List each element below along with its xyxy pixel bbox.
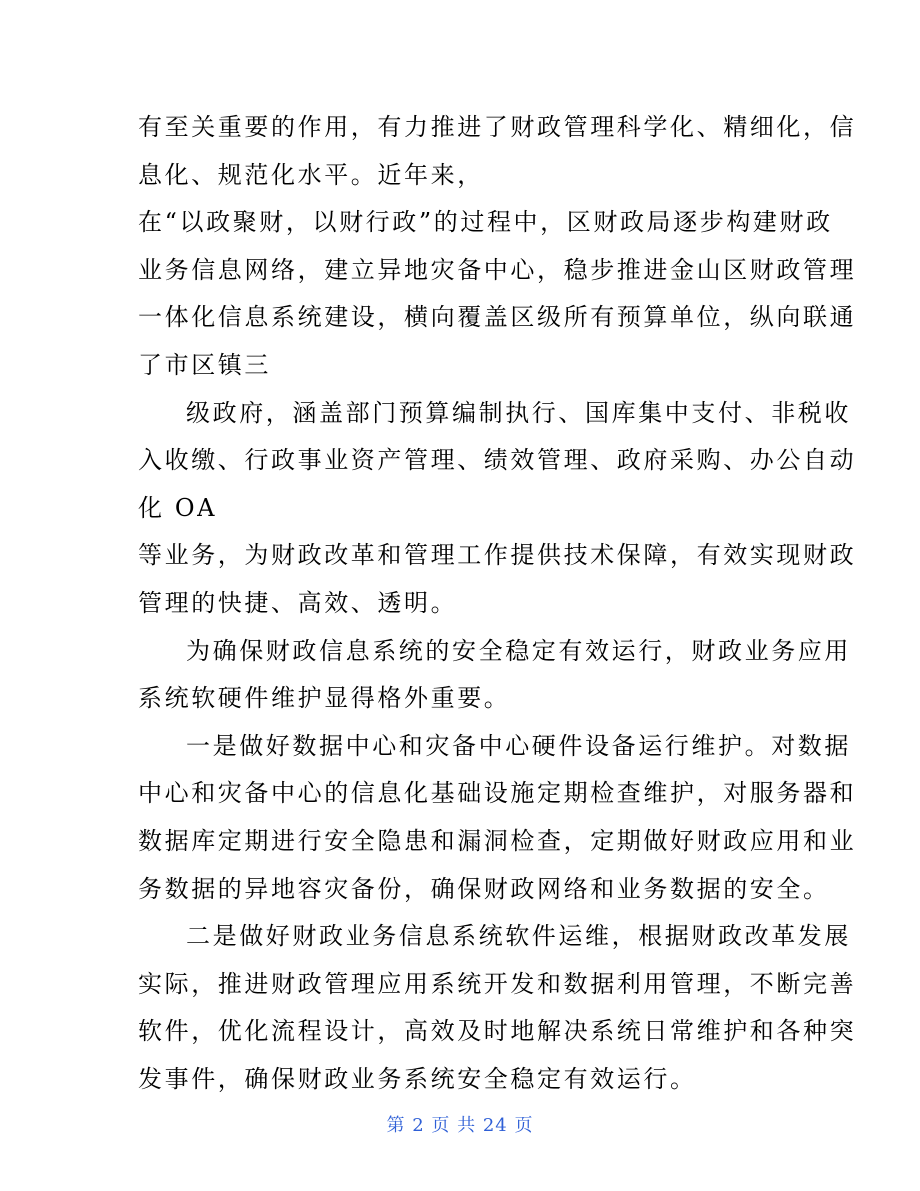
text-line: 发事件，确保财政业务系统安全稳定有效运行。 bbox=[138, 1064, 697, 1093]
text-line: 软件，优化流程设计，高效及时地解决系统日常维护和各种突 bbox=[138, 1017, 857, 1046]
text-line: 为确保财政信息系统的安全稳定有效运行，财政业务应用 bbox=[186, 636, 851, 665]
text-line: 化 OA bbox=[138, 493, 218, 522]
text-line: 中心和灾备中心的信息化基础设施定期检查维护，对服务器和 bbox=[138, 779, 857, 808]
page-number-footer: 第 2 页 共 24 页 bbox=[386, 1115, 534, 1136]
text-line: 息化、规范化水平。近年来， bbox=[138, 160, 484, 189]
text-line: 入收缴、行政事业资产管理、绩效管理、政府采购、办公自动 bbox=[138, 446, 857, 475]
text-line: 一是做好数据中心和灾备中心硬件设备运行维护。对数据 bbox=[186, 731, 851, 760]
text-line: 等业务，为财政改革和管理工作提供技术保障，有效实现财政 bbox=[138, 541, 857, 570]
text-line: 系统软硬件维护显得格外重要。 bbox=[138, 684, 511, 713]
text-line: 管理的快捷、高效、透明。 bbox=[138, 588, 458, 617]
text-line: 一体化信息系统建设，横向覆盖区级所有预算单位，纵向联通 bbox=[138, 303, 857, 332]
text-line: 数据库定期进行安全隐患和漏洞检查，定期做好财政应用和业 bbox=[138, 826, 857, 855]
body-text bbox=[138, 104, 857, 1103]
text-line: 业务信息网络，建立异地灾备中心，稳步推进金山区财政管理 bbox=[138, 255, 857, 284]
text-line: 实际，推进财政管理应用系统开发和数据利用管理，不断完善 bbox=[138, 969, 857, 998]
text-line: 有至关重要的作用，有力推进了财政管理科学化、精细化，信 bbox=[138, 113, 857, 141]
text-line: 了市区镇三 bbox=[138, 350, 271, 379]
text-line: 务数据的异地容灾备份，确保财政网络和业务数据的安全。 bbox=[138, 874, 830, 903]
text-line: 二是做好财政业务信息系统软件运维，根据财政改革发展 bbox=[186, 922, 851, 951]
text-line: 级政府，涵盖部门预算编制执行、国库集中支付、非税收 bbox=[186, 398, 851, 427]
text-line: 在“以政聚财，以财行政”的过程中，区财政局逐步构建财政 bbox=[138, 208, 833, 237]
